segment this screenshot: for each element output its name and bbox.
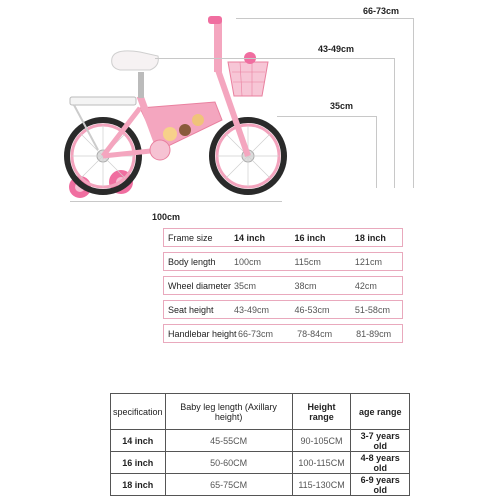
age-header-cell: Baby leg length (Axillary height) (165, 394, 292, 430)
size-cell: 121cm (354, 256, 382, 267)
size-cell: 100cm (234, 256, 262, 267)
size-row-label: Wheel diameter (168, 280, 232, 291)
age-cell: 90-105CM (292, 430, 351, 452)
size-table-row (163, 252, 403, 271)
seat-height-label: 43-49cm (318, 44, 355, 54)
age-cell: 50-60CM (165, 452, 292, 474)
size-row-label: Seat height (168, 304, 214, 315)
wheel-height-label: 35cm (330, 101, 354, 111)
size-table-row (163, 324, 403, 343)
length-label: 100cm (152, 212, 181, 222)
size-cell: 46-53cm (294, 304, 330, 315)
age-spec-cell: 14 inch (111, 430, 166, 452)
size-table-row (163, 276, 403, 295)
size-row-label: Body length (168, 256, 216, 267)
size-cell: 42cm (354, 280, 377, 291)
bike-illustration (0, 0, 500, 230)
size-cell: 43-49cm (234, 304, 270, 315)
seat (112, 51, 159, 98)
size-cell: 35cm (234, 280, 257, 291)
bike-frame (103, 70, 248, 160)
seat-height-line (394, 58, 395, 188)
seat-height-guide (155, 58, 395, 59)
age-cell: 4-8 years old (351, 452, 410, 474)
age-header-cell: specification (111, 394, 166, 430)
size-header-cell: 16 inch (294, 232, 326, 243)
age-cell: 115-130CM (292, 474, 351, 496)
size-table-row (163, 300, 403, 319)
age-table-row (111, 430, 410, 452)
wheel-height-guide (277, 116, 377, 117)
size-header-cell: Frame size (168, 232, 213, 243)
size-header-cell: 18 inch (354, 232, 386, 243)
size-row-label: Handlebar height (168, 328, 237, 339)
age-cell: 45-55CM (165, 430, 292, 452)
size-table (163, 228, 403, 348)
age-cell: 100-115CM (292, 452, 351, 474)
length-guide (70, 201, 282, 202)
size-cell: 115cm (294, 256, 321, 267)
age-spec-cell: 18 inch (111, 474, 166, 496)
age-header-cell: age range (351, 394, 410, 430)
total-height-line (413, 18, 414, 188)
size-table-header (163, 228, 403, 247)
size-cell: 66-73cm (238, 328, 274, 339)
age-header-cell: Height range (292, 394, 351, 430)
total-height-label: 66-73cm (363, 6, 400, 16)
size-cell: 38cm (294, 280, 317, 291)
age-cell: 65-75CM (165, 474, 292, 496)
size-header-cell: 14 inch (234, 232, 266, 243)
age-table-header (111, 394, 410, 430)
size-cell: 78-84cm (297, 328, 333, 339)
age-table (110, 393, 410, 496)
size-cell: 51-58cm (354, 304, 390, 315)
size-cell: 81-89cm (356, 328, 392, 339)
age-cell: 3-7 years old (351, 430, 410, 452)
age-table-row (111, 474, 410, 496)
age-cell: 6-9 years old (351, 474, 410, 496)
handlebar (208, 16, 222, 72)
age-spec-cell: 16 inch (111, 452, 166, 474)
bike-drawing (0, 0, 500, 230)
wheel-height-line (376, 116, 377, 188)
age-table-row (111, 452, 410, 474)
total-height-guide (236, 18, 414, 19)
